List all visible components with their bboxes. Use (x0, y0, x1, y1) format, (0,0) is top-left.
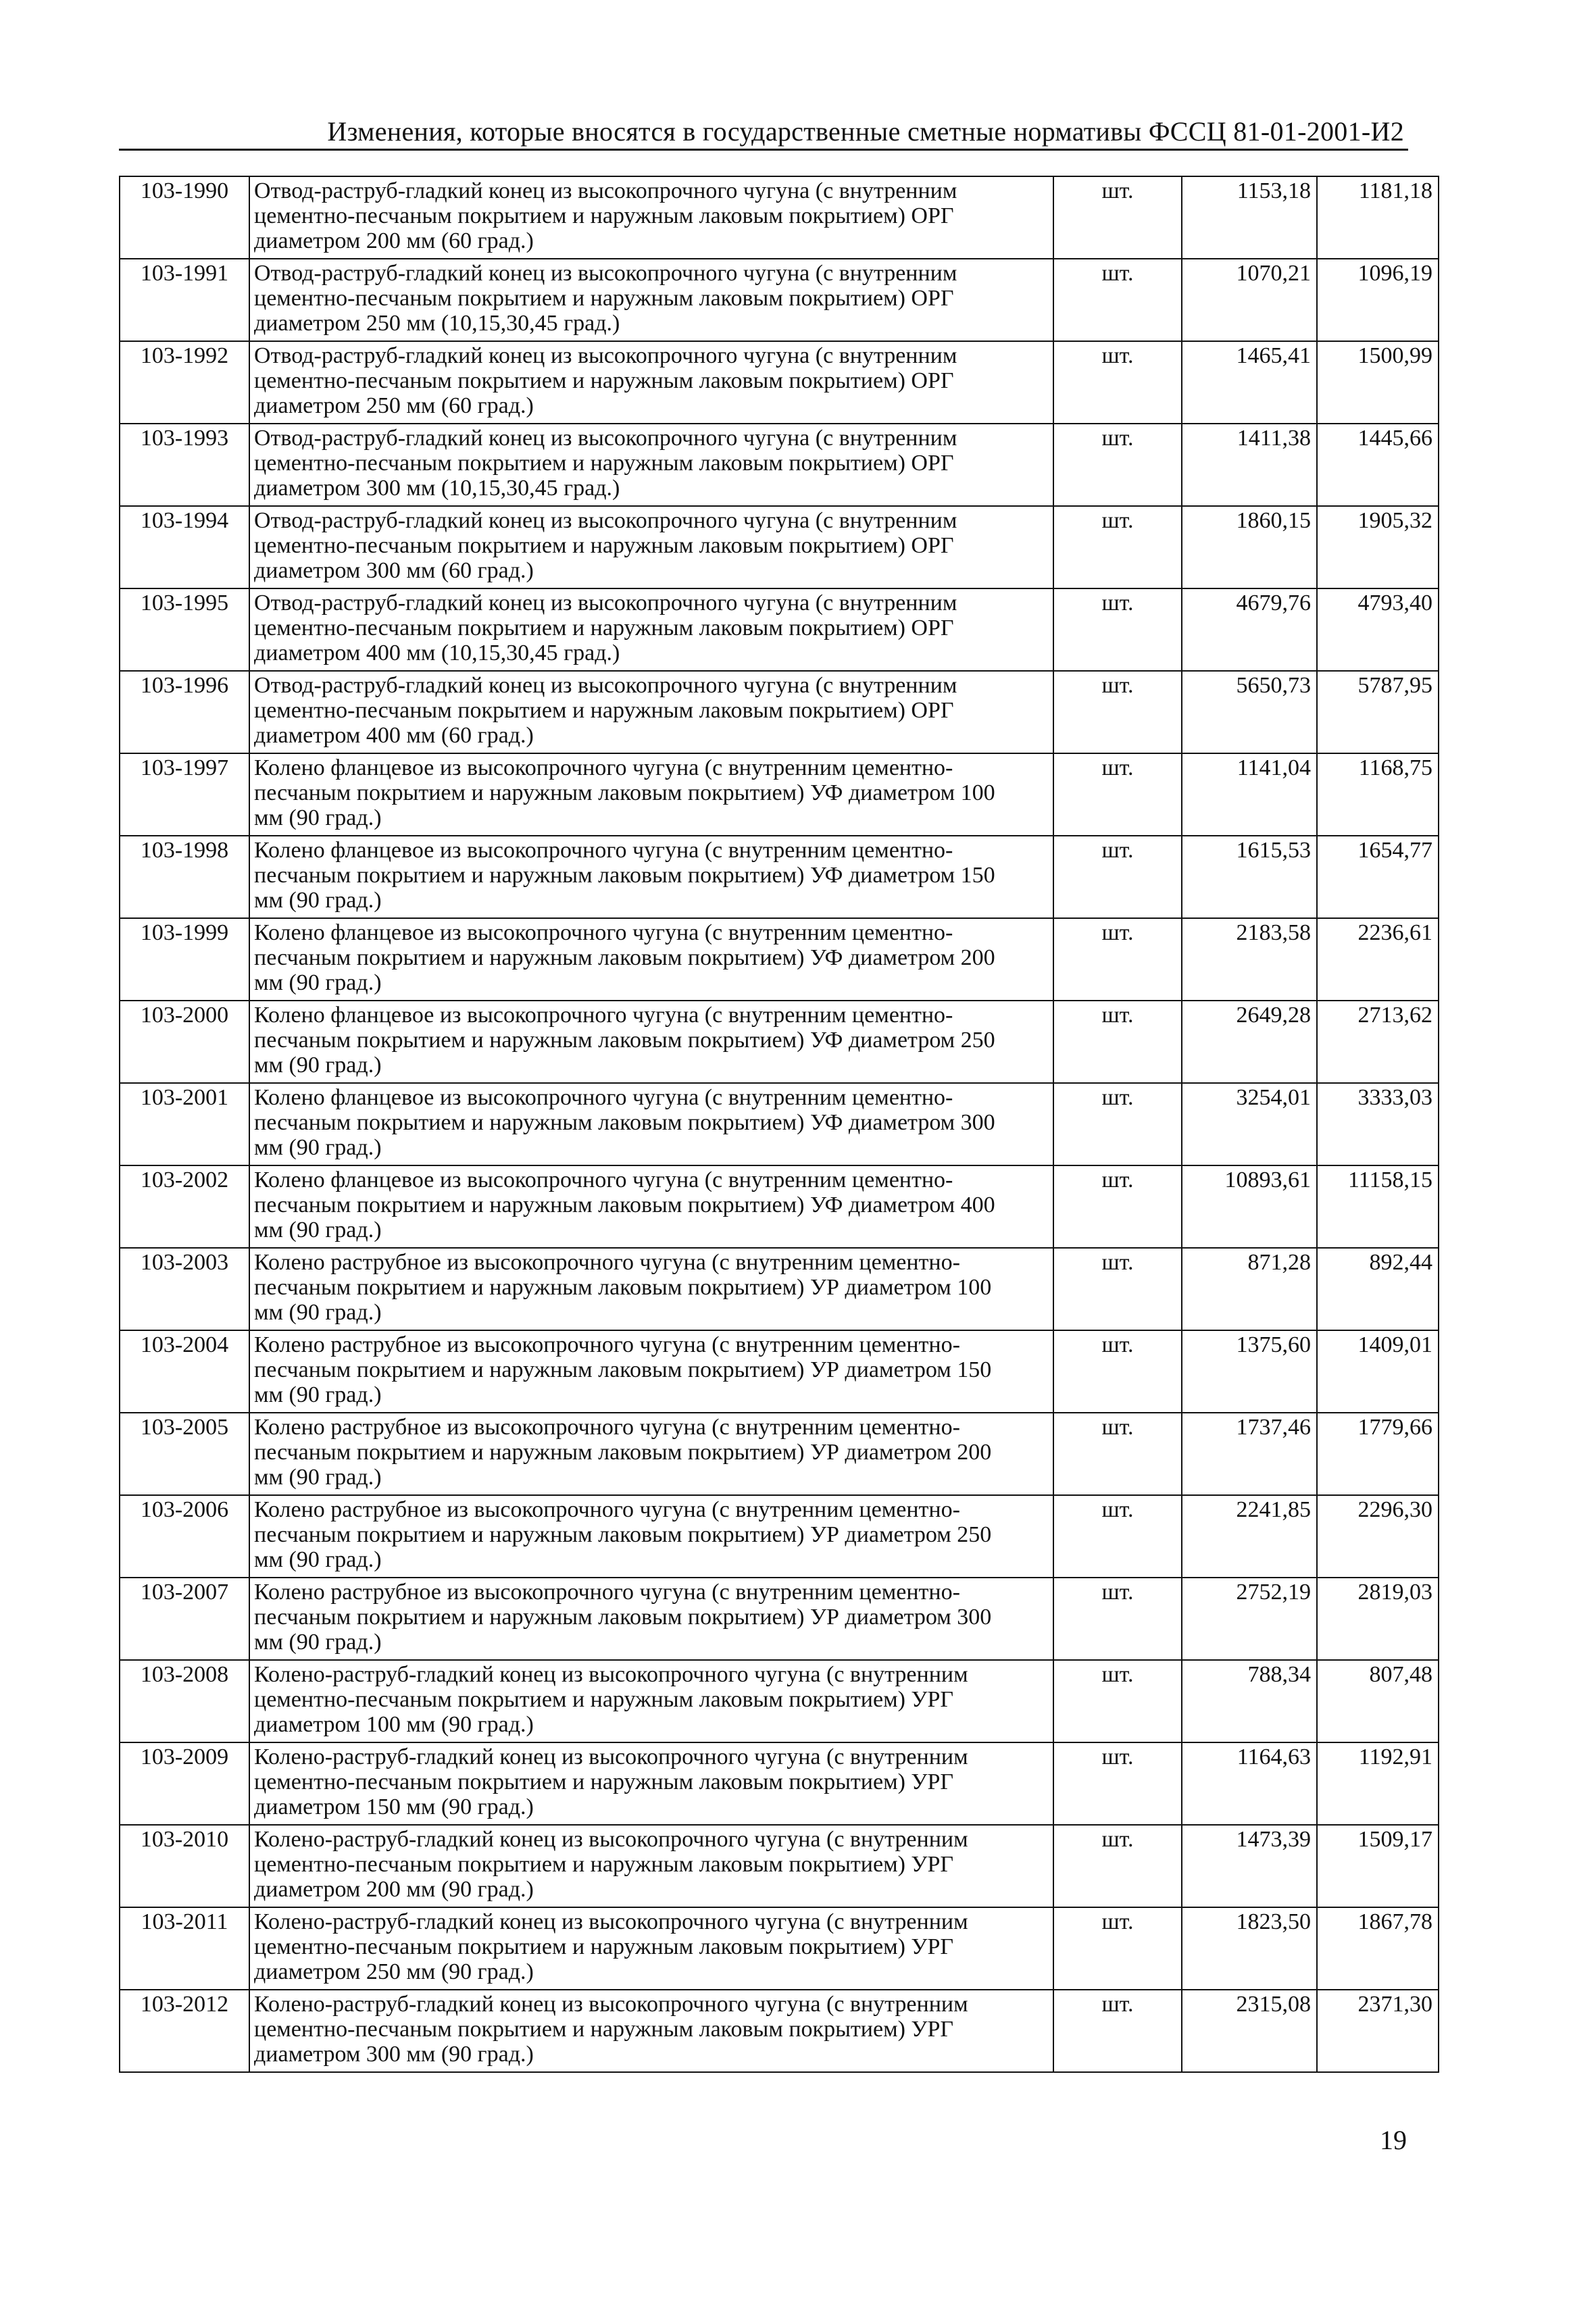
item-description: Колено фланцевое из высокопрочного чугуна (с внутренним цементно- песчаным покрытием и наружным лаковым покрытием) УФ диаметром 150 мм (90 град.) (249, 836, 1053, 918)
table-row (120, 1330, 1439, 1413)
item-price-old: 871,28 (1182, 1248, 1317, 1330)
item-price-old: 2752,19 (1182, 1578, 1317, 1660)
table-row (120, 176, 1439, 259)
table-row (120, 836, 1439, 918)
item-price-new: 2236,61 (1317, 918, 1439, 1001)
item-code: 103-2000 (120, 1001, 249, 1083)
item-price-new: 2819,03 (1317, 1578, 1439, 1660)
item-description: Отвод-раструб-гладкий конец из высокопрочного чугуна (с внутренним цементно-песчаным покрытием и наружным лаковым покрытием) ОРГ диаметром 300 мм (60 град.) (249, 506, 1053, 588)
item-unit: шт. (1053, 176, 1182, 259)
item-code: 103-2007 (120, 1578, 249, 1660)
table-row (120, 1495, 1439, 1578)
table-row (120, 1083, 1439, 1165)
item-code: 103-1992 (120, 341, 249, 424)
item-price-new: 1905,32 (1317, 506, 1439, 588)
item-price-new: 1654,77 (1317, 836, 1439, 918)
page-number: 19 (1380, 2125, 1407, 2155)
item-price-old: 2241,85 (1182, 1495, 1317, 1578)
item-unit: шт. (1053, 671, 1182, 753)
item-description: Отвод-раструб-гладкий конец из высокопрочного чугуна (с внутренним цементно-песчаным покрытием и наружным лаковым покрытием) ОРГ диаметром 250 мм (60 град.) (249, 341, 1053, 424)
item-unit: шт. (1053, 1660, 1182, 1742)
table-row (120, 1742, 1439, 1825)
table-row (120, 918, 1439, 1001)
item-price-old: 2315,08 (1182, 1990, 1317, 2072)
item-unit: шт. (1053, 1165, 1182, 1248)
table-row (120, 1248, 1439, 1330)
item-code: 103-1990 (120, 176, 249, 259)
item-description: Колено фланцевое из высокопрочного чугуна (с внутренним цементно- песчаным покрытием и наружным лаковым покрытием) УФ диаметром 400 мм (90 град.) (249, 1165, 1053, 1248)
item-unit: шт. (1053, 259, 1182, 341)
item-description: Колено-раструб-гладкий конец из высокопрочного чугуна (с внутренним цементно-песчаным покрытием и наружным лаковым покрытием) УРГ диаметром 150 мм (90 град.) (249, 1742, 1053, 1825)
item-price-new: 2371,30 (1317, 1990, 1439, 2072)
item-price-new: 2296,30 (1317, 1495, 1439, 1578)
item-code: 103-1995 (120, 588, 249, 671)
item-code: 103-2003 (120, 1248, 249, 1330)
item-description: Колено фланцевое из высокопрочного чугуна (с внутренним цементно- песчаным покрытием и наружным лаковым покрытием) УФ диаметром 100 мм (90 град.) (249, 753, 1053, 836)
item-description: Колено-раструб-гладкий конец из высокопрочного чугуна (с внутренним цементно-песчаным покрытием и наружным лаковым покрытием) УРГ диаметром 250 мм (90 град.) (249, 1907, 1053, 1990)
item-description: Колено раструбное из высокопрочного чугуна (с внутренним цементно- песчаным покрытием и наружным лаковым покрытием) УР диаметром 150 мм (90 град.) (249, 1330, 1053, 1413)
item-unit: шт. (1053, 836, 1182, 918)
table-row (120, 506, 1439, 588)
table-row (120, 1907, 1439, 1990)
item-price-old: 1375,60 (1182, 1330, 1317, 1413)
item-unit: шт. (1053, 341, 1182, 424)
item-unit: шт. (1053, 1742, 1182, 1825)
item-unit: шт. (1053, 1578, 1182, 1660)
item-description: Отвод-раструб-гладкий конец из высокопрочного чугуна (с внутренним цементно-песчаным покрытием и наружным лаковым покрытием) ОРГ диаметром 400 мм (60 град.) (249, 671, 1053, 753)
item-unit: шт. (1053, 1495, 1182, 1578)
item-description: Колено-раструб-гладкий конец из высокопрочного чугуна (с внутренним цементно-песчаным покрытием и наружным лаковым покрытием) УРГ диаметром 200 мм (90 град.) (249, 1825, 1053, 1907)
item-code: 103-2002 (120, 1165, 249, 1248)
item-unit: шт. (1053, 753, 1182, 836)
item-description: Колено раструбное из высокопрочного чугуна (с внутренним цементно- песчаным покрытием и наружным лаковым покрытием) УР диаметром 100 мм (90 град.) (249, 1248, 1053, 1330)
item-price-new: 1409,01 (1317, 1330, 1439, 1413)
item-price-old: 1070,21 (1182, 259, 1317, 341)
table-row (120, 424, 1439, 506)
item-price-old: 3254,01 (1182, 1083, 1317, 1165)
item-code: 103-1996 (120, 671, 249, 753)
item-price-new: 11158,15 (1317, 1165, 1439, 1248)
item-price-old: 1615,53 (1182, 836, 1317, 918)
item-price-old: 1465,41 (1182, 341, 1317, 424)
item-price-new: 1445,66 (1317, 424, 1439, 506)
item-code: 103-1993 (120, 424, 249, 506)
table-row (120, 1165, 1439, 1248)
item-code: 103-2012 (120, 1990, 249, 2072)
item-code: 103-1999 (120, 918, 249, 1001)
item-code: 103-2010 (120, 1825, 249, 1907)
item-price-new: 892,44 (1317, 1248, 1439, 1330)
item-price-old: 2183,58 (1182, 918, 1317, 1001)
item-price-new: 1168,75 (1317, 753, 1439, 836)
item-price-old: 1823,50 (1182, 1907, 1317, 1990)
item-description: Колено фланцевое из высокопрочного чугуна (с внутренним цементно- песчаным покрытием и наружным лаковым покрытием) УФ диаметром 250 мм (90 град.) (249, 1001, 1053, 1083)
item-description: Колено-раструб-гладкий конец из высокопрочного чугуна (с внутренним цементно-песчаным покрытием и наружным лаковым покрытием) УРГ диаметром 300 мм (90 град.) (249, 1990, 1053, 2072)
item-code: 103-2011 (120, 1907, 249, 1990)
item-price-new: 1500,99 (1317, 341, 1439, 424)
item-unit: шт. (1053, 506, 1182, 588)
item-price-old: 1860,15 (1182, 506, 1317, 588)
header-title: Изменения, которые вносятся в государственные сметные нормативы ФССЦ 81-01-2001-И2 (327, 116, 1404, 147)
item-price-old: 788,34 (1182, 1660, 1317, 1742)
item-price-new: 807,48 (1317, 1660, 1439, 1742)
item-description: Отвод-раструб-гладкий конец из высокопрочного чугуна (с внутренним цементно-песчаным покрытием и наружным лаковым покрытием) ОРГ диаметром 250 мм (10,15,30,45 град.) (249, 259, 1053, 341)
item-code: 103-2004 (120, 1330, 249, 1413)
item-unit: шт. (1053, 424, 1182, 506)
item-price-old: 4679,76 (1182, 588, 1317, 671)
item-unit: шт. (1053, 1330, 1182, 1413)
item-price-old: 1411,38 (1182, 424, 1317, 506)
item-code: 103-2009 (120, 1742, 249, 1825)
table-row (120, 259, 1439, 341)
price-table (119, 176, 1439, 2073)
item-price-new: 3333,03 (1317, 1083, 1439, 1165)
item-description: Отвод-раструб-гладкий конец из высокопрочного чугуна (с внутренним цементно-песчаным покрытием и наружным лаковым покрытием) ОРГ диаметром 400 мм (10,15,30,45 град.) (249, 588, 1053, 671)
item-code: 103-2008 (120, 1660, 249, 1742)
item-unit: шт. (1053, 1825, 1182, 1907)
item-description: Колено-раструб-гладкий конец из высокопрочного чугуна (с внутренним цементно-песчаным покрытием и наружным лаковым покрытием) УРГ диаметром 100 мм (90 град.) (249, 1660, 1053, 1742)
table-row (120, 1001, 1439, 1083)
item-description: Отвод-раструб-гладкий конец из высокопрочного чугуна (с внутренним цементно-песчаным покрытием и наружным лаковым покрытием) ОРГ диаметром 200 мм (60 град.) (249, 176, 1053, 259)
table-row (120, 1578, 1439, 1660)
item-unit: шт. (1053, 1990, 1182, 2072)
item-price-new: 1779,66 (1317, 1413, 1439, 1495)
item-price-old: 2649,28 (1182, 1001, 1317, 1083)
item-unit: шт. (1053, 1083, 1182, 1165)
item-price-old: 10893,61 (1182, 1165, 1317, 1248)
item-code: 103-2006 (120, 1495, 249, 1578)
item-code: 103-2005 (120, 1413, 249, 1495)
item-unit: шт. (1053, 1413, 1182, 1495)
item-price-new: 1192,91 (1317, 1742, 1439, 1825)
item-price-new: 2713,62 (1317, 1001, 1439, 1083)
item-code: 103-1994 (120, 506, 249, 588)
table-row (120, 1825, 1439, 1907)
item-description: Колено фланцевое из высокопрочного чугуна (с внутренним цементно- песчаным покрытием и наружным лаковым покрытием) УФ диаметром 300 мм (90 град.) (249, 1083, 1053, 1165)
table-row (120, 1413, 1439, 1495)
item-unit: шт. (1053, 1001, 1182, 1083)
item-code: 103-1997 (120, 753, 249, 836)
item-description: Отвод-раструб-гладкий конец из высокопрочного чугуна (с внутренним цементно-песчаным покрытием и наружным лаковым покрытием) ОРГ диаметром 300 мм (10,15,30,45 град.) (249, 424, 1053, 506)
item-unit: шт. (1053, 918, 1182, 1001)
item-unit: шт. (1053, 1248, 1182, 1330)
table-row (120, 753, 1439, 836)
table-row (120, 1990, 1439, 2072)
item-price-new: 1867,78 (1317, 1907, 1439, 1990)
item-description: Колено раструбное из высокопрочного чугуна (с внутренним цементно- песчаным покрытием и наружным лаковым покрытием) УР диаметром 200 мм (90 град.) (249, 1413, 1053, 1495)
item-price-new: 1096,19 (1317, 259, 1439, 341)
item-description: Колено раструбное из высокопрочного чугуна (с внутренним цементно- песчаным покрытием и наружным лаковым покрытием) УР диаметром 300 мм (90 град.) (249, 1578, 1053, 1660)
item-code: 103-2001 (120, 1083, 249, 1165)
item-price-old: 1141,04 (1182, 753, 1317, 836)
item-price-old: 1737,46 (1182, 1413, 1317, 1495)
item-price-old: 1153,18 (1182, 176, 1317, 259)
item-price-new: 4793,40 (1317, 588, 1439, 671)
item-description: Колено фланцевое из высокопрочного чугуна (с внутренним цементно- песчаным покрытием и наружным лаковым покрытием) УФ диаметром 200 мм (90 град.) (249, 918, 1053, 1001)
item-description: Колено раструбное из высокопрочного чугуна (с внутренним цементно- песчаным покрытием и наружным лаковым покрытием) УР диаметром 250 мм (90 град.) (249, 1495, 1053, 1578)
item-unit: шт. (1053, 588, 1182, 671)
table-row (120, 341, 1439, 424)
item-code: 103-1991 (120, 259, 249, 341)
item-code: 103-1998 (120, 836, 249, 918)
item-price-old: 1164,63 (1182, 1742, 1317, 1825)
item-unit: шт. (1053, 1907, 1182, 1990)
table-row (120, 1660, 1439, 1742)
table-row (120, 671, 1439, 753)
item-price-new: 1509,17 (1317, 1825, 1439, 1907)
item-price-old: 1473,39 (1182, 1825, 1317, 1907)
item-price-new: 5787,95 (1317, 671, 1439, 753)
item-price-old: 5650,73 (1182, 671, 1317, 753)
item-price-new: 1181,18 (1317, 176, 1439, 259)
table-row (120, 588, 1439, 671)
page-header (119, 114, 1408, 151)
